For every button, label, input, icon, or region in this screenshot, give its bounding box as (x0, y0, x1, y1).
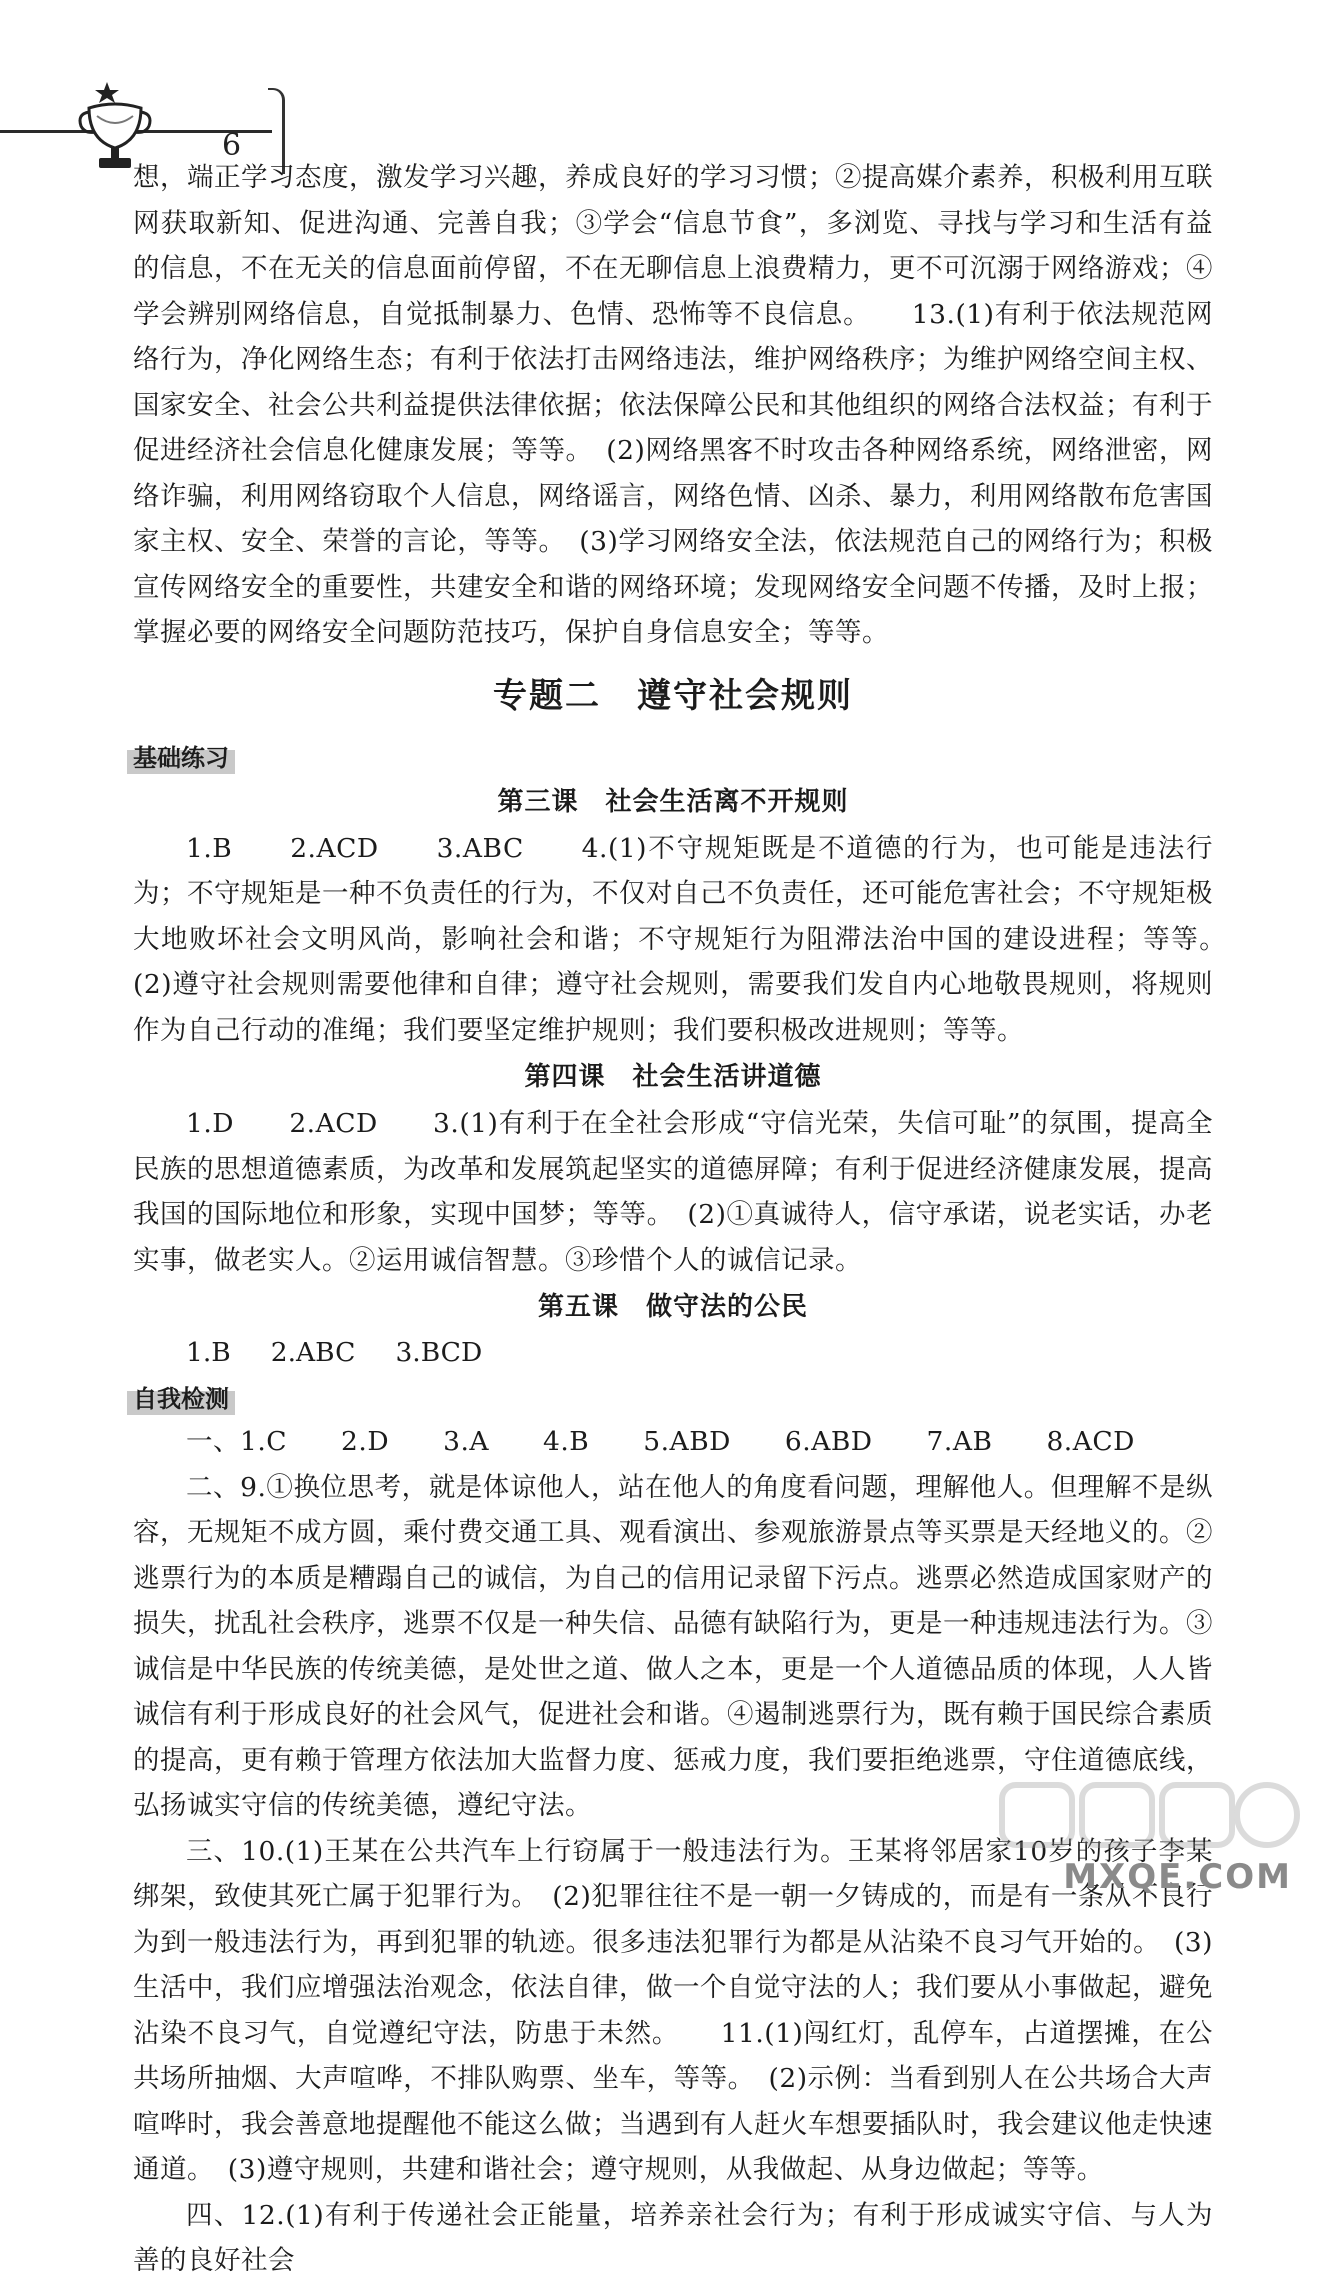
page-content (133, 155, 1240, 2284)
watermark-text: MXQE.COM (1063, 1857, 1292, 1897)
answer-item: 3.BCD (395, 1337, 483, 1368)
answer-item: 1.B (186, 1337, 231, 1368)
answer-item: 2.ACD (290, 832, 379, 864)
page-header (0, 40, 300, 163)
section-label-selftest: 自我检测 (127, 1379, 235, 1419)
chapter-title: 专题二 遵守社会规则 (493, 675, 853, 716)
answer-text: 4.(1)不守规矩既是不道德的行为，也可能是违法行为；不守规矩是一种不负责任的行为，不仅对自己不负责任，还可能危害社会；不守规矩极大地败坏社会文明风尚，影响社会和谐；不守规矩行为阻滞法治中国的建设进程；等等。 (2)遵守社会规则需要他律和自律；遵守社会规则，需要我们发自内心地敬畏规则，将规则作为自己行动的准绳；我们要坚定维护规则；我们要积极改进规则；等等。 (133, 832, 1240, 1046)
selftest-part-4: 四、12.(1)有利于传递社会正能量，培养亲社会行为；有利于形成诚实守信、与人为善的良好社会 (133, 2199, 1213, 2276)
lesson-title: 第三课 社会生活离不开规则 (497, 786, 849, 817)
section-label-basic: 基础练习 (127, 738, 235, 778)
lesson-title: 第五课 做守法的公民 (537, 1292, 808, 1322)
selftest-part-2: 二、9.①换位思考，就是体谅他人，站在他人的角度看问题，理解他人。但理解不是纵容，无规矩不成方圆，乘付费交通工具、观看演出、参观旅游景点等买票是天经地义的。②逃票行为的本质是糟蹋自己的诚信，为自己的信用记录留下污点。逃票必然造成国家财产的损失，扰乱社会秩序，逃票不仅是一种失信、品德有缺陷行为，更是一种违规违法行为。③诚信是中华民族的传统美德，是处世之道、做人之本，更是一个人道德品质的体现，人人皆诚信有利于形成良好的社会风气，促进社会和谐。④遏制逃票行为，既有赖于国民综合素质的提高，更有赖于管理方依法加大监督力度、惩戒力度，我们要拒绝逃票，守住道德底线，弘扬诚实守信的传统美德，遵纪守法。 (133, 1471, 1213, 1821)
answer-item: 3.ABC (436, 832, 524, 864)
lesson-answers (133, 826, 1240, 1054)
lesson-title: 第四课 社会生活讲道德 (524, 1062, 822, 1092)
lesson-answers (133, 1101, 1213, 1283)
answer-item: 1.B (186, 832, 233, 864)
page-number: 6 (222, 128, 242, 163)
selftest-part-1: 一、1.C 2.D 3.A 4.B 5.ABD 6.ABD 7.AB 8.ACD (186, 1426, 1135, 1457)
answer-item: 2.ABC (270, 1337, 356, 1368)
selftest-part-3: 三、10.(1)王某在公共汽车上行窃属于一般违法行为。王某将邻居家10岁的孩子李某绑架，致使其死亡属于犯罪行为。 (2)犯罪往往不是一朝一夕铸成的，而是有一条从不良行为到一般违法行为，再到犯罪的轨迹。很多违法犯罪行为都是从沾染不良习气开始的。 (3)生活中，我们应增强法治观念，依法自律，做一个自觉守法的人；我们要从小事做起，避免沾染不良习气，自觉遵纪守法，防患于未然。 11.(1)闯红灯，乱停车，占道摆摊，在公共场所抽烟、大声喧哗，不排队购票、坐车，等等。 (2)示例：当看到别人在公共场合大声喧哗时，我会善意地提醒他不能这么做；当遇到有人赶火车想要插队时，我会建议他走快速通道。 (3)遵守规则，共建和谐社会；遵守规则，从我做起、从身边做起；等等。 (133, 1835, 1213, 2185)
answer-text: 3.(1)有利于在全社会形成“守信光荣，失信可耻”的氛围，提高全民族的思想道德素质，为改革和发展筑起坚实的道德屏障；有利于促进经济健康发展，提高我国的国际地位和形象，实现中国梦；等等。 (2)①真诚待人，信守承诺，说老实话，办老实事，做老实人。②运用诚信智慧。③珍惜个人的诚信记录。 (133, 1108, 1213, 1276)
lesson-answers (133, 1331, 1213, 1375)
answer-item: 2.ACD (289, 1108, 378, 1139)
answer-item: 1.D (186, 1108, 235, 1139)
answer-paragraph: 想，端正学习态度，激发学习兴趣，养成良好的学习习惯；②提高媒介素养，积极利用互联网获取新知、促进沟通、完善自我；③学会“信息节食”，多浏览、寻找与学习和生活有益的信息，不在无关的信息面前停留，不在无聊信息上浪费精力，更不可沉溺于网络游戏；④学会辨别网络信息，自觉抵制暴力、色情、恐怖等不良信息。 13.(1)有利于依法规范网络行为，净化网络生态；有利于依法打击网络违法，维护网络秩序；为维护网络空间主权、国家安全、社会公共利益提供法律依据；依法保障公民和其他组织的网络合法权益；有利于促进经济社会信息化健康发展；等等。 (2)网络黑客不时攻击各种网络系统，网络泄密，网络诈骗，利用网络窃取个人信息，网络谣言，网络色情、凶杀、暴力，利用网络散布危害国家主权、安全、荣誉的言论，等等。 (3)学习网络安全法，依法规范自己的网络行为；积极宣传网络安全的重要性，共建安全和谐的网络环境；发现网络安全问题不传播，及时上报；掌握必要的网络安全问题防范技巧，保护自身信息安全；等等。 (133, 162, 1213, 648)
